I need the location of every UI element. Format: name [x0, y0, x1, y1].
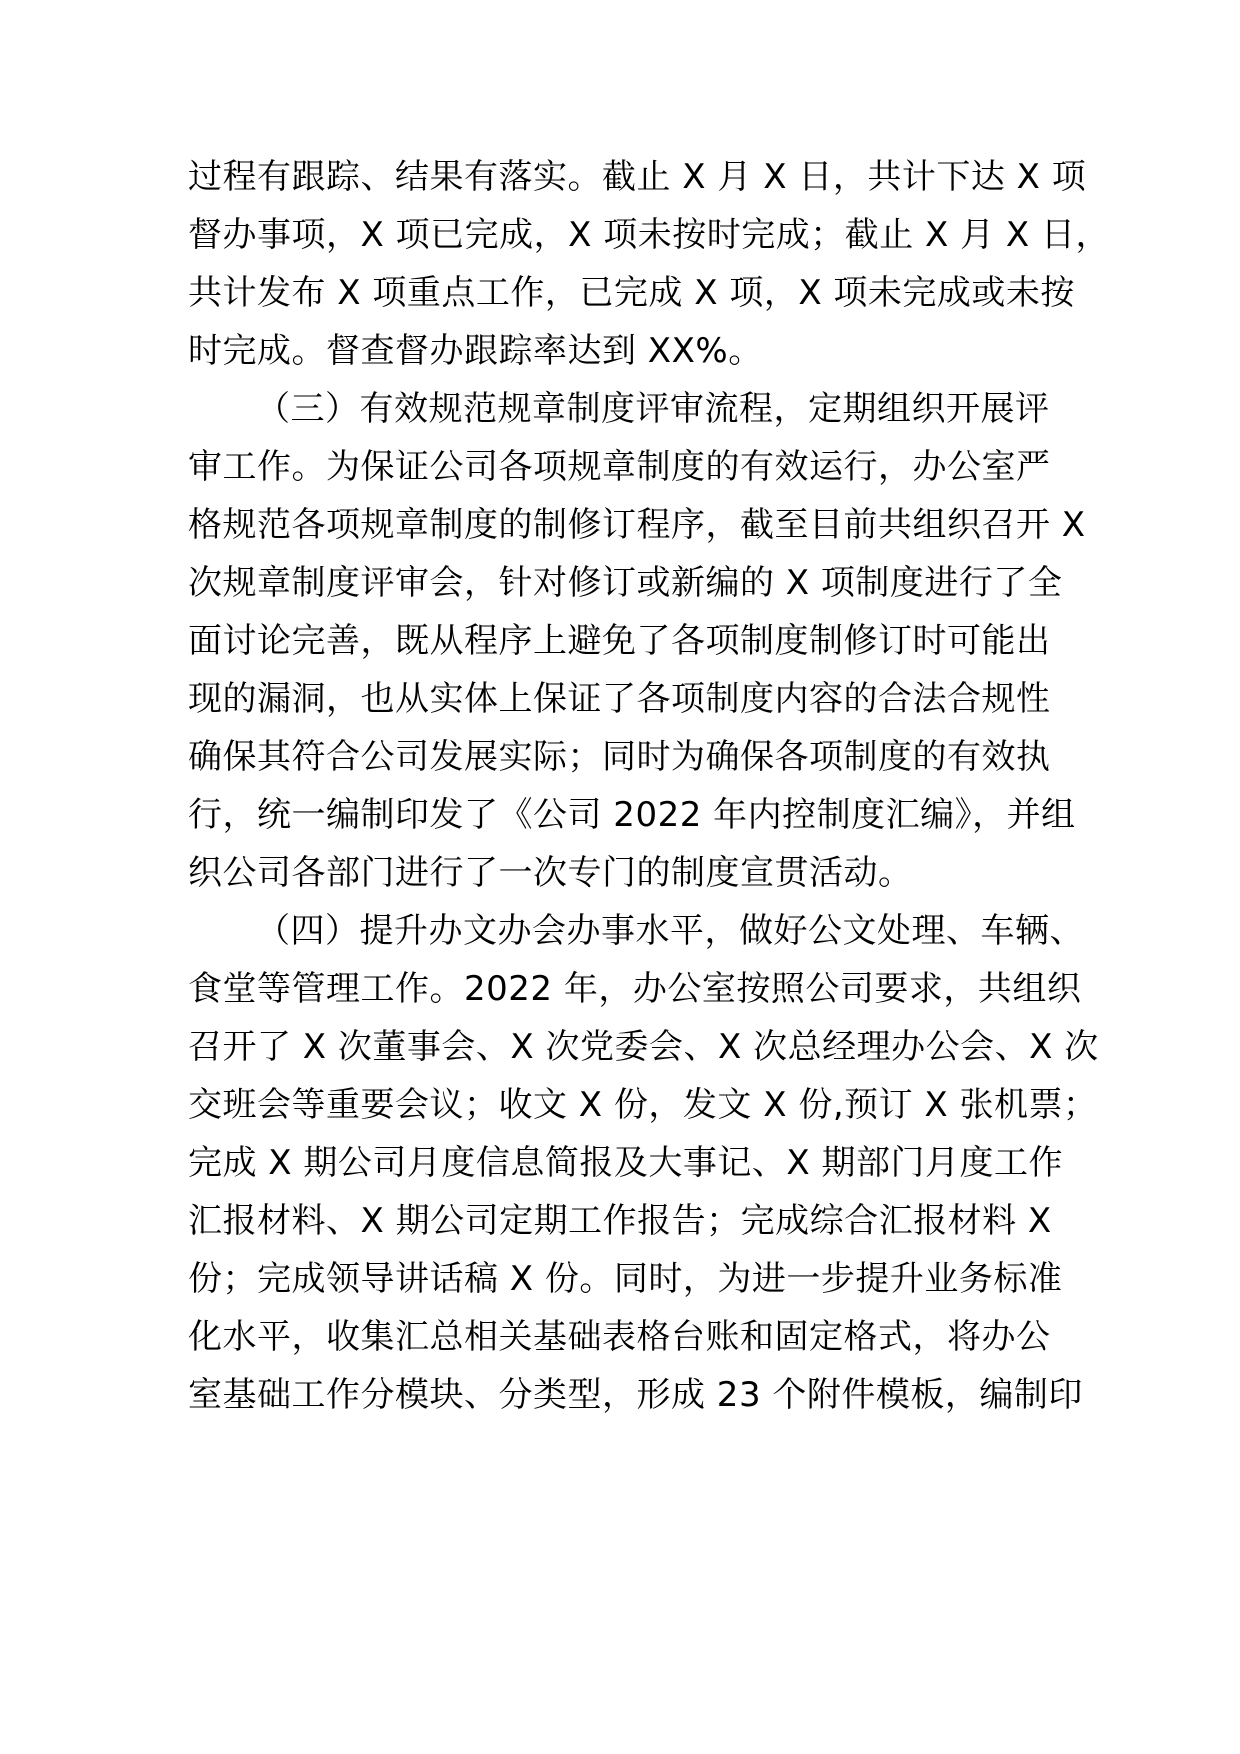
- text-line: 格规范各项规章制度的制修订程序，截至目前共组织召开 X: [188, 505, 1086, 545]
- text-line: 确保其符合公司发展实际；同时为确保各项制度的有效执: [188, 737, 1051, 777]
- text-line: 份；完成领导讲话稿 X 份。同时，为进一步提升业务标准: [188, 1259, 1063, 1299]
- text-line: 审工作。为保证公司各项规章制度的有效运行，办公室严: [188, 447, 1051, 487]
- text-line: 时完成。督查督办跟踪率达到 XX%。: [188, 331, 763, 371]
- text-line: 室基础工作分模块、分类型，形成 23 个附件模板，编制印: [188, 1375, 1083, 1415]
- text-line: 现的漏洞，也从实体上保证了各项制度内容的合法合规性: [188, 679, 1051, 719]
- text-line: 共计发布 X 项重点工作，已完成 X 项，X 项未完成或未按: [188, 273, 1075, 313]
- text-line: 汇报材料、X 期公司定期工作报告；完成综合汇报材料 X: [188, 1201, 1052, 1241]
- section-heading-line: （四）提升办文办会办事水平，做好公文处理、车辆、: [256, 911, 1084, 951]
- text-line: 完成 X 期公司月度信息简报及大事记、X 期部门月度工作: [188, 1143, 1064, 1183]
- text-line: 交班会等重要会议；收文 X 份，发文 X 份,预订 X 张机票；: [188, 1085, 1098, 1125]
- text-line: 行，统一编制印发了《公司 2022 年内控制度汇编》，并组: [188, 795, 1076, 835]
- text-line: 面讨论完善，既从程序上避免了各项制度制修订时可能出: [188, 621, 1051, 661]
- section-heading-line: （三）有效规范规章制度评审流程，定期组织开展评: [256, 389, 1050, 429]
- text-line: 食堂等管理工作。2022 年，办公室按照公司要求，共组织: [188, 969, 1082, 1009]
- text-line: 督办事项，X 项已完成，X 项未按时完成；截止 X 月 X 日，: [188, 215, 1111, 255]
- text-line: 织公司各部门进行了一次专门的制度宣贯活动。: [188, 853, 913, 893]
- text-line: 化水平，收集汇总相关基础表格台账和固定格式，将办公: [188, 1317, 1051, 1357]
- text-line: 召开了 X 次董事会、X 次党委会、X 次总经理办公会、X 次: [188, 1027, 1099, 1067]
- text-line: 过程有跟踪、结果有落实。截止 X 月 X 日，共计下达 X 项: [188, 157, 1087, 197]
- text-line: 次规章制度评审会，针对修订或新编的 X 项制度进行了全: [188, 563, 1063, 603]
